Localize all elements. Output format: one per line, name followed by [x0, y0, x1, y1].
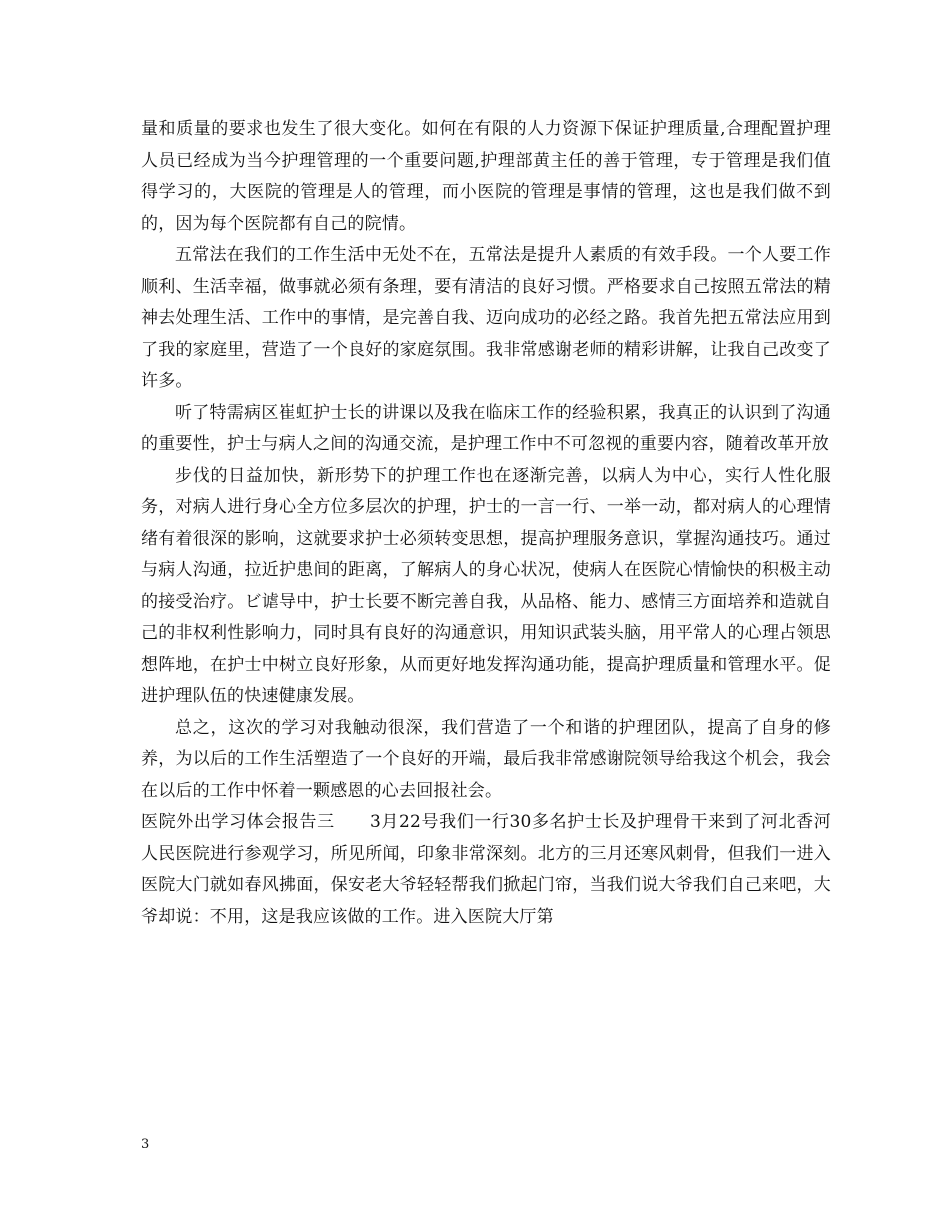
paragraph-1: 量和质量的要求也发生了很大变化。如何在有限的人力资源下保证护理质量,合理配置护理人员已经成为当今护理管理的一个重要问题,护理部黄主任的善于管理，专于管理是我们值得学习的，大医院的管理是人的管理，而小医院的管理是事情的管理，这也是我们做不到的，因为每个医院都有自己的院情。	[141, 119, 831, 234]
paragraph-3: 听了特需病区崔虹护士长的讲课以及我在临床工作的经验积累，我真正的认识到了沟通的重要性，护士与病人之间的沟通交流，是护理工作中不可忽视的重要内容，随着改革开放	[141, 402, 831, 454]
paragraph-5: 总之，这次的学习对我触动很深，我们营造了一个和谐的护理团队，提高了自身的修养，为以后的工作生活塑造了一个良好的开端，最后我非常感谢院领导给我这个机会，我会在以后的工作中怀着一颗感恩的心去回报社会。	[141, 717, 831, 801]
paragraph-6: 医院外出学习体会报告三 3月22号我们一行30多名护士长及护理骨干来到了河北香河人民医院进行参观学习，所见所闻，印象非常深刻。北方的三月还寒风刺骨，但我们一进入医院大门就如春风拂面，保安老大爷轻轻帮我们掀起门帘，当我们说大爷我们自己来吧，大爷却说：不用，这是我应该做的工作。进入医院大厅第	[141, 812, 831, 927]
paragraph-4: 步伐的日益加快，新形势下的护理工作也在逐渐完善，以病人为中心，实行人性化服务，对病人进行身心全方位多层次的护理，护士的一言一行、一举一动，都对病人的心理情绪有着很深的影响，这就要求护士必须转变思想，提高护理服务意识，掌握沟通技巧。通过与病人沟通，拉近护患间的距离，了解病人的身心状况，使病人在医院心情愉快的积极主动的接受治疗。ビ谑导中，护士长要不断完善自我，从品格、能力、感情三方面培养和造就自己的非权利性影响力，同时具有良好的沟通意识，用知识武装头脑，用平常人的心理占领思想阵地，在护士中树立良好形象，从而更好地发挥沟通功能，提高护理质量和管理水平。促进护理队伍的快速健康发展。	[141, 465, 831, 706]
document-body	[141, 114, 831, 933]
page-number: 3	[141, 1137, 150, 1152]
paragraph-2: 五常法在我们的工作生活中无处不在，五常法是提升人素质的有效手段。一个人要工作顺利、生活幸福，做事就必须有条理，要有清洁的良好习惯。严格要求自己按照五常法的精神去处理生活、工作中的事情，是完善自我、迈向成功的必经之路。我首先把五常法应用到了我的家庭里，营造了一个良好的家庭氛围。我非常感谢老师的精彩讲解，让我自己改变了许多。	[141, 245, 831, 391]
